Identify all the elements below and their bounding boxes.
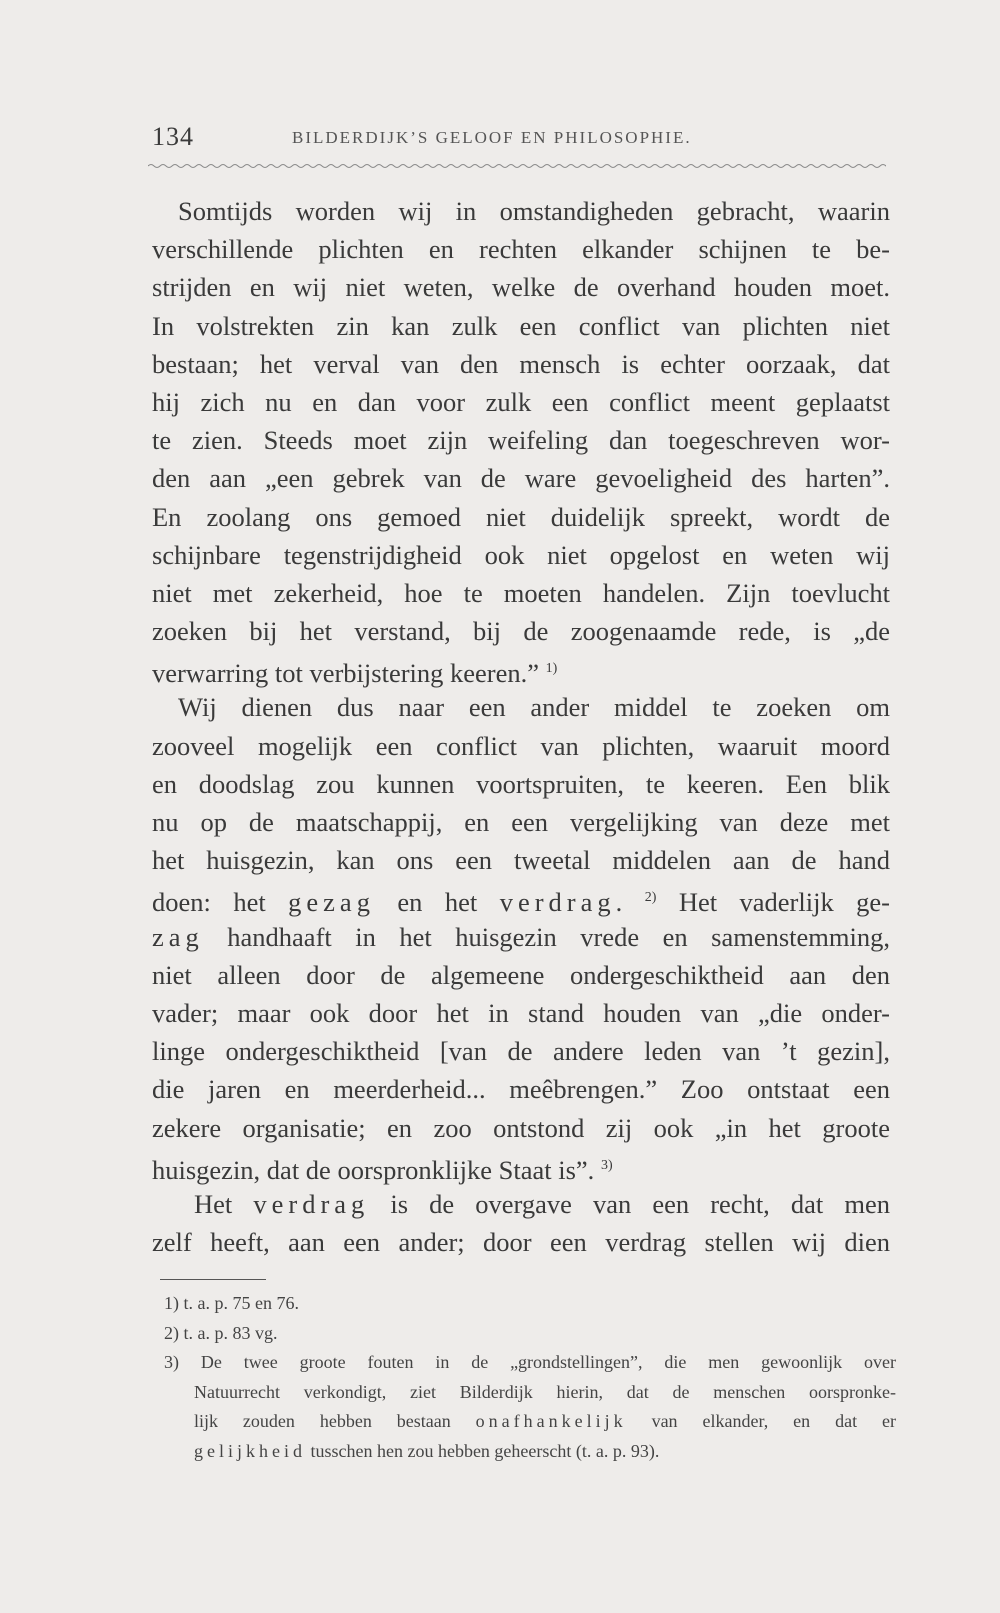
text-line: [152, 841, 890, 879]
text-segment: hij zich nu en dan voor zulk een conflict meent geplaatst: [152, 386, 890, 417]
text-line: [152, 383, 890, 421]
spaced-emphasis: gelijkheid: [194, 1440, 306, 1461]
body-text: [152, 192, 890, 1261]
footnote-line: [164, 1437, 896, 1467]
text-segment: Wij dienen dus naar een ander middel te zoeken om: [178, 692, 890, 723]
text-segment: is de overgave van een recht, dat men: [369, 1188, 890, 1219]
spaced-emphasis: zag: [152, 921, 204, 952]
footnote-rule: [160, 1279, 266, 1280]
text-segment: Het: [194, 1188, 254, 1219]
decorative-wavy-rule: [148, 162, 886, 170]
running-title: BILDERDIJK’S GELOOF EN PHILOSOPHIE.: [292, 128, 692, 147]
text-line: [152, 307, 890, 345]
spaced-emphasis: onafhankelijk: [475, 1411, 627, 1431]
text-segment: tusschen hen zou hebben geheerscht (t. a. p. 93).: [305, 1440, 660, 1461]
text-line: [152, 1070, 890, 1108]
text-line: [152, 192, 890, 230]
spaced-emphasis: verdrag: [499, 887, 616, 918]
text-segment: doen: het: [152, 887, 289, 918]
text-segment: huisgezin, dat de oorspronklijke Staat is”.: [152, 1154, 601, 1185]
text-line: [152, 918, 890, 956]
text-segment: niet met zekerheid, hoe te moeten handelen. Zijn toevlucht: [152, 577, 890, 608]
footnote-line: [164, 1348, 896, 1378]
text-segment: niet alleen door de algemeene ondergeschiktheid aan den: [152, 959, 890, 990]
text-line: [152, 1109, 890, 1147]
footnote-marker: 2): [644, 890, 657, 906]
text-segment: schijnbare tegenstrijdigheid ook niet opgelost en weten wij: [152, 539, 890, 570]
text-line: [152, 421, 890, 459]
text-line: [152, 1185, 890, 1223]
text-segment: het huisgezin, kan ons een tweetal middelen aan de hand: [152, 845, 890, 876]
text-line: [152, 727, 890, 765]
text-segment: linge ondergeschiktheid [van de andere leden van ’t gezin],: [152, 1036, 890, 1067]
text-segment: zelf heeft, aan een ander; door een verdrag stellen wij dien: [152, 1227, 890, 1258]
text-segment: verschillende plichten en rechten elkander schijnen te be-: [152, 234, 890, 265]
text-line: [152, 268, 890, 306]
page-header: [152, 122, 892, 158]
text-line: [152, 994, 890, 1032]
footnote-line: [164, 1407, 896, 1437]
text-line: [152, 498, 890, 536]
text-line: [152, 765, 890, 803]
text-segment: 2) t. a. p. 83 vg.: [164, 1322, 278, 1343]
text-line: [152, 1032, 890, 1070]
text-segment: vader; maar ook door het in stand houden van „die onder-: [152, 997, 890, 1028]
text-line: [152, 1223, 890, 1261]
text-segment: In volstrekten zin kan zulk een conflict van plichten niet: [152, 310, 890, 341]
text-segment: 1) t. a. p. 75 en 76.: [164, 1293, 299, 1313]
page-number: 134: [152, 122, 194, 151]
text-segment: verwarring tot verbijstering keeren.”: [152, 658, 546, 689]
text-segment: te zien. Steeds moet zijn weifeling dan toegeschreven wor-: [152, 425, 890, 456]
text-line: [152, 459, 890, 497]
text-segment: zoeken bij het verstand, bij de zoogenaamde rede, is „de: [152, 616, 890, 647]
footnotes: [164, 1289, 896, 1466]
text-line: [152, 230, 890, 268]
text-segment: die jaren en meerderheid... meêbrengen.” Zoo ontstaat een: [152, 1074, 890, 1105]
text-segment: en het: [374, 887, 500, 918]
text-line: [152, 688, 890, 726]
text-segment: strijden en wij niet weten, welke de overhand houden moet.: [152, 272, 890, 303]
text-line: [152, 879, 890, 917]
footnote-line: [164, 1289, 896, 1319]
text-line: [152, 612, 890, 650]
text-segment: 3) De twee groote fouten in de „grondstellingen”, die men gewoonlijk over: [164, 1352, 896, 1372]
spaced-emphasis: verdrag: [253, 1188, 370, 1219]
text-segment: nu op de maatschappij, en een vergelijking van deze met: [152, 807, 890, 837]
text-segment: lijk zouden hebben bestaan: [194, 1411, 476, 1431]
text-segment: handhaaft in het huisgezin vrede en samenstemming,: [203, 921, 890, 952]
text-segment: en doodslag zou kunnen voortspruiten, te keeren. Een blik: [152, 768, 890, 799]
text-line: [152, 1147, 890, 1185]
text-segment: bestaan; het verval van den mensch is echter oorzaak, dat: [152, 348, 890, 379]
footnote-marker: 1): [545, 661, 558, 677]
text-segment: van elkander, en dat er: [626, 1411, 896, 1431]
text-line: [152, 345, 890, 383]
text-segment: Somtijds worden wij in omstandigheden gebracht, waarin: [178, 196, 890, 226]
text-segment: zekere organisatie; en zoo ontstond zij ook „in het groote: [152, 1112, 890, 1143]
text-line: [152, 956, 890, 994]
spaced-emphasis: gezag: [288, 887, 375, 918]
footnote-marker: 3): [600, 1157, 613, 1173]
text-segment: den aan „een gebrek van de ware gevoeligheid des harten”.: [152, 463, 890, 494]
text-segment: Het vaderlijk ge-: [656, 887, 890, 918]
text-segment: En zoolang ons gemoed niet duidelijk spreekt, wordt de: [152, 501, 890, 532]
text-line: [152, 650, 890, 688]
text-line: [152, 536, 890, 574]
text-segment: Natuurrecht verkondigt, ziet Bilderdijk hierin, dat de menschen oorspronke-: [194, 1381, 896, 1402]
text-segment: zooveel mogelijk een conflict van plichten, waaruit moord: [152, 730, 890, 761]
text-line: [152, 574, 890, 612]
footnote-line: [164, 1378, 896, 1408]
text-line: [152, 803, 890, 841]
text-segment: .: [615, 887, 645, 918]
footnote-line: [164, 1319, 896, 1349]
